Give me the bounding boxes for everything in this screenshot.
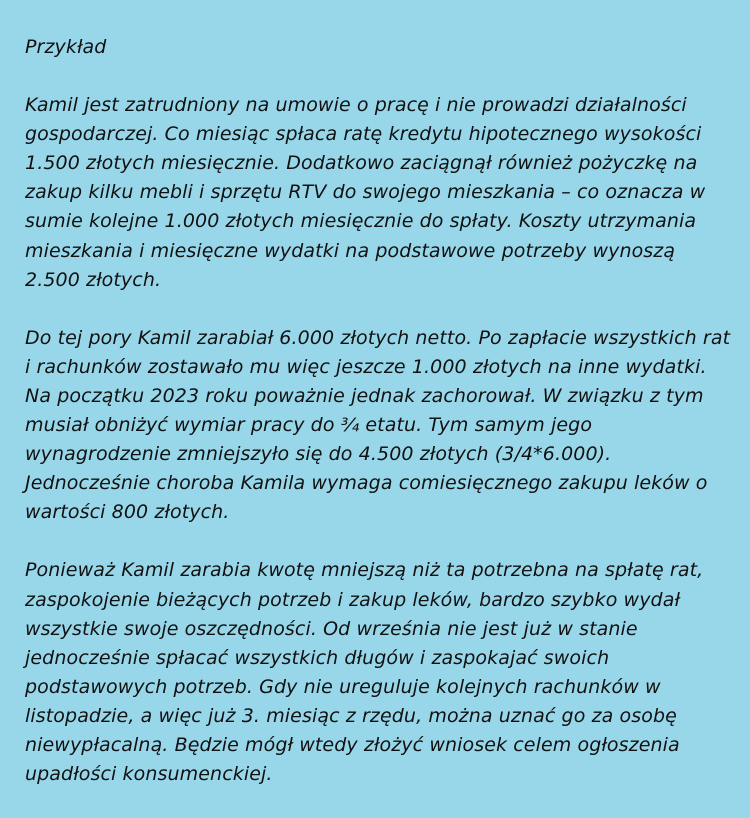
text-line: Do tej pory Kamil zarabiał 6.000 złotych netto. Po zapłacie wszystkich rat — [25, 326, 731, 349]
text-line: musiał obniżyć wymiar pracy do ¾ etatu. Tym samym jego — [25, 414, 593, 437]
text-line: Na początku 2023 roku poważnie jednak zachorował. W związku z tym — [25, 384, 704, 407]
text-line: jednocześnie spłacać wszystkich długów i zaspokajać swoich — [25, 646, 610, 669]
paragraph-2 — [25, 324, 747, 528]
paragraph-3 — [25, 556, 747, 789]
paragraph-1 — [25, 91, 747, 295]
text-line: listopadzie, a więc już 3. miesiąc z rzędu, można uznać go za osobę — [25, 704, 677, 727]
text-line: wartości 800 złotych. — [25, 501, 230, 524]
example-heading: Przykład — [25, 36, 107, 58]
text-line: i rachunków zostawało mu więc jeszcze 1.000 złotych na inne wydatki. — [25, 355, 707, 378]
text-line: mieszkania i miesięczne wydatki na podstawowe potrzeby wynoszą — [25, 239, 676, 262]
example-document — [25, 33, 747, 818]
text-line: sumie kolejne 1.000 złotych miesięcznie do spłaty. Koszty utrzymania — [25, 210, 697, 233]
text-line: 1.500 złotych miesięcznie. Dodatkowo zaciągnął również pożyczkę na — [25, 152, 698, 175]
text-line: Kamil jest zatrudniony na umowie o pracę i nie prowadzi działalności — [25, 94, 687, 117]
text-line: podstawowych potrzeb. Gdy nie ureguluje kolejnych rachunków w — [25, 675, 661, 698]
text-line: 2.500 złotych. — [25, 268, 162, 291]
text-line: zaspokojenie bieżących potrzeb i zakup leków, bardzo szybko wydał — [25, 588, 680, 611]
text-line: Jednocześnie choroba Kamila wymaga comiesięcznego zakupu leków o — [25, 472, 708, 495]
text-line: upadłości konsumenckiej. — [25, 763, 273, 786]
text-line: zakup kilku mebli i sprzętu RTV do swojego mieszkania – co oznacza w — [25, 181, 706, 204]
text-line: Ponieważ Kamil zarabia kwotę mniejszą niż ta potrzebna na spłatę rat, — [25, 559, 704, 582]
text-line: wynagrodzenie zmniejszyło się do 4.500 złotych (3/4*6.000). — [25, 443, 612, 466]
text-line: niewypłacalną. Będzie mógł wtedy złożyć wniosek celem ogłoszenia — [25, 733, 680, 756]
text-line: gospodarczej. Co miesiąc spłaca ratę kredytu hipotecznego wysokości — [25, 123, 702, 146]
text-line: wszystkie swoje oszczędności. Od września nie jest już w stanie — [25, 617, 638, 640]
